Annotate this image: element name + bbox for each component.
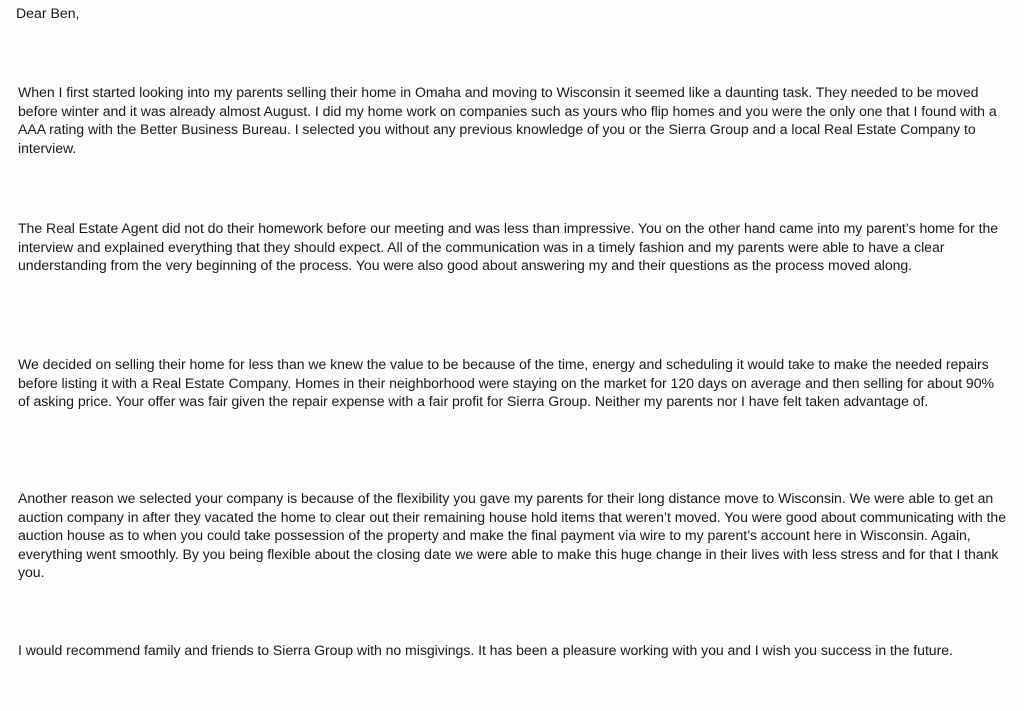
- paragraph-agent-comparison: The Real Estate Agent did not do their homework before our meeting and was less than impressive. You on the other hand came into my parent’s home for the interview and explained everything that they should expect. All of the communication was in a timely fashion and my parents were able to have a clear understanding from the very beginning of the process. You were also good about answering my and their questions as the process moved along.: [18, 220, 999, 273]
- paragraph-recommendation: I would recommend family and friends to Sierra Group with no misgivings. It has been a pleasure working with you and I wish you success in the future.: [18, 642, 953, 658]
- paragraph-flexibility: Another reason we selected your company is because of the flexibility you gave my parents for their long distance move to Wisconsin. We were able to get an auction company in after they vacated the home to clear out their remaining house hold items that weren’t moved. You were good about communicating with the auction house as to when you could take possession of the property and make the final payment via wire to my parent’s account here in Wisconsin. Again, everything went smoothly. By you being flexible about the closing date we were able to make this huge change in their lives with less stress and for that I thank you.: [18, 490, 1007, 580]
- paragraph-pricing-decision: We decided on selling their home for less than we knew the value to be because of the time, energy and scheduling it would take to make the needed repairs before listing it with a Real Estate Company. Homes in their neighborhood were staying on the market for 120 days on average and then selling for about 90% of asking price. Your offer was fair given the repair expense with a fair profit for Sierra Group. Neither my parents nor I have felt taken advantage of.: [18, 356, 994, 409]
- paragraph-intro: When I first started looking into my parents selling their home in Omaha and moving to Wisconsin it seemed like a daunting task. They needed to be moved before winter and it was already almost August. I did my home work on companies such as yours who flip homes and you were the only one that I found with a AAA rating with the Better Business Bureau. I selected you without any previous knowledge of you or the Sierra Group and a local Real Estate Company to interview.: [18, 84, 997, 156]
- salutation: Dear Ben,: [16, 5, 80, 21]
